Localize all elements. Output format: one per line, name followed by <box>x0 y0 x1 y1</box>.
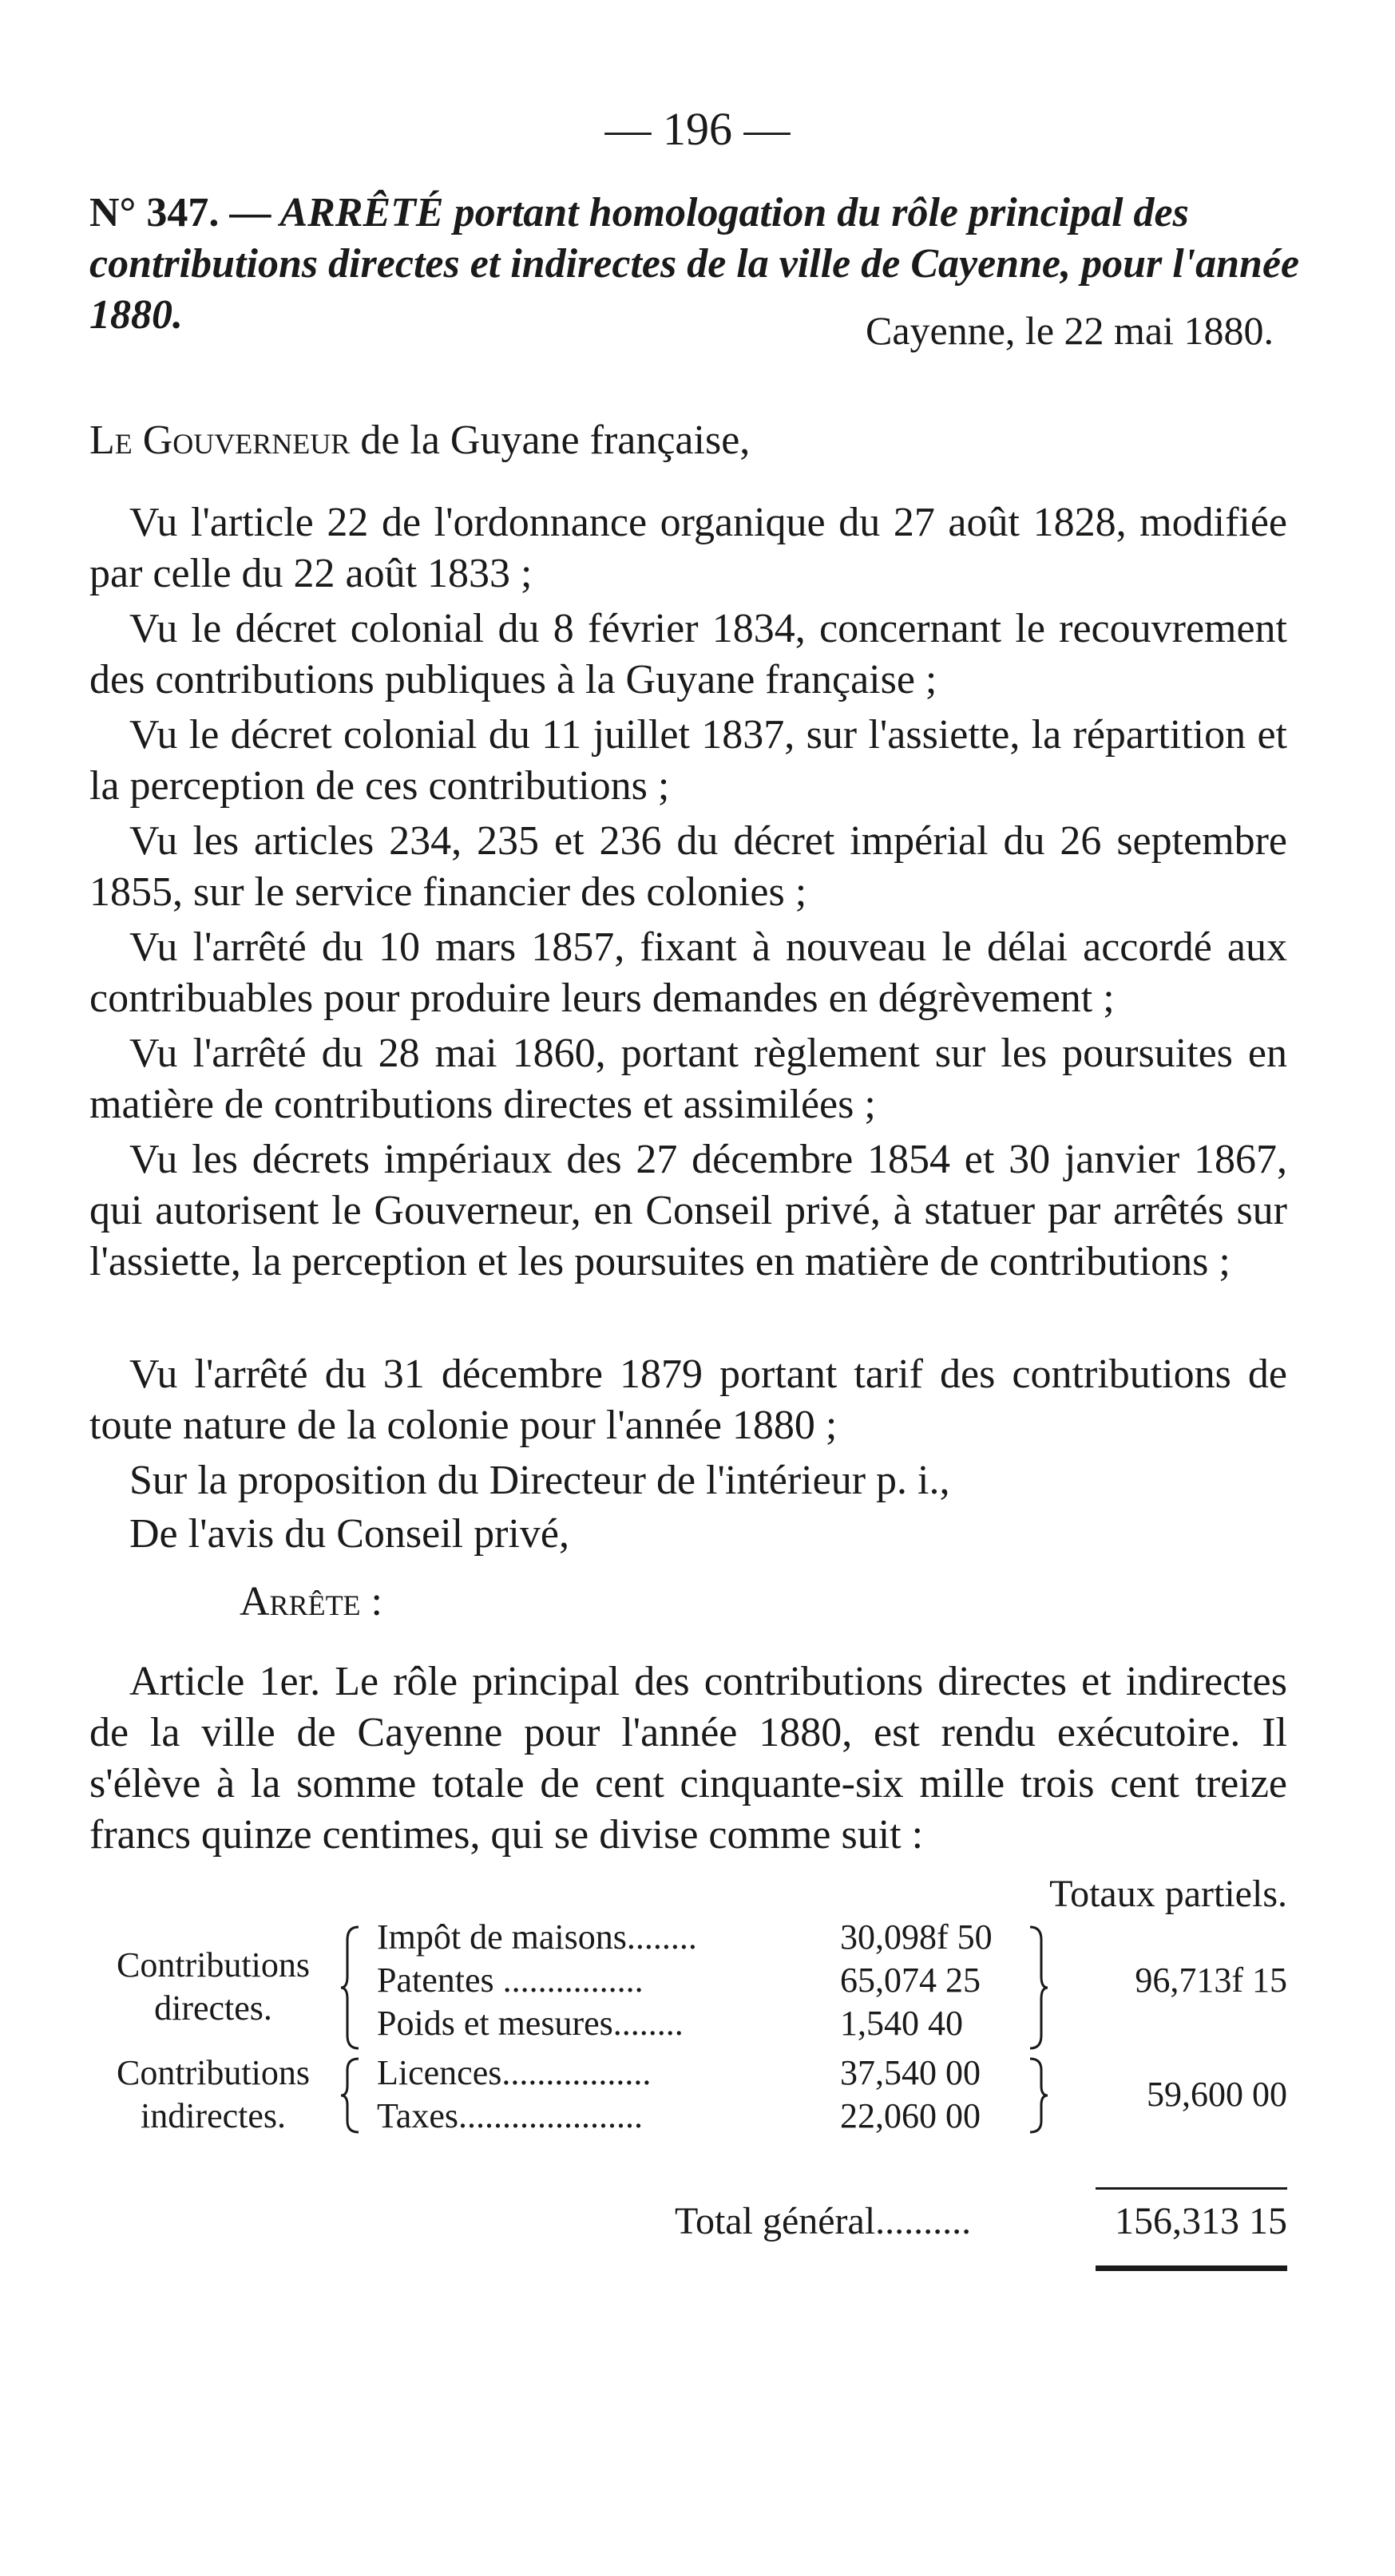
vu-paragraph-8: Vu l'arrêté du 31 décembre 1879 portant tarif des contributions de toute nature de la colonie pour l'année 1880 ; <box>89 1351 1287 1448</box>
group-label-indirectes: Contributions indirectes. <box>116 2053 311 2135</box>
item-taxes-value: 22,060 00 <box>840 2096 981 2135</box>
vu-paragraph-1: Vu l'article 22 de l'ordonnance organique du 27 août 1828, modifiée par celle du 22 août 1833 ; <box>89 500 1287 596</box>
item-licences: Licences................. <box>377 2053 652 2092</box>
group-label-directes: Contributions directes. <box>116 1945 311 2028</box>
vu-paragraph-5: Vu l'arrêté du 10 mars 1857, fixant à nouveau le délai accordé aux contribuables pour produire leurs demandes en dégrèvement ; <box>89 924 1287 1021</box>
page-number: — 196 — <box>604 103 791 155</box>
brace-indirectes <box>341 2056 365 2135</box>
vu-paragraph-2: Vu le décret colonial du 8 février 1834, concernant le recouvrement des contributions publiques à la Guyane française ; <box>89 606 1287 702</box>
brace-indirectes-right <box>1024 2056 1048 2135</box>
item-impot-maisons: Impôt de maisons........ <box>377 1917 697 1957</box>
item-poids-mesures-value: 1,540 40 <box>840 2004 963 2043</box>
subtotal-directes: 96,713f 15 <box>1135 1961 1287 2000</box>
decree-title: ARRÊTÉ portant homologation du rôle principal des contributions directes et indirectes de la ville de Cayenne, pour l'année 1880. <box>89 190 1300 338</box>
item-impot-maisons-value: 30,098f 50 <box>840 1917 993 1957</box>
avis-line: De l'avis du Conseil privé, <box>129 1511 569 1557</box>
article-1: Article 1er. Le rôle principal des contributions directes et indirectes de la ville de Cayenne pour l'année 1880, est rendu exécutoire. Il s'élève à la somme totale de cent cinquante-six mille trois cent treize francs quinze centimes, qui se divise comme suit : <box>89 1659 1287 1858</box>
gouverneur-title: Le Gouverneur <box>89 417 351 463</box>
place-date: Cayenne, le 22 mai 1880. <box>866 308 1274 353</box>
proposition-line: Sur la proposition du Directeur de l'intérieur p. i., <box>129 1458 950 1503</box>
total-rule <box>1096 2187 1287 2190</box>
grand-total-value: 156,313 15 <box>1115 2200 1287 2242</box>
vu-paragraph-7: Vu les décrets impériaux des 27 décembre 1854 et 30 janvier 1867, qui autorisent le Gouverneur, en Conseil privé, à statuer par arrêtés sur l'assiette, la perception et les poursuites en matière de contributions ; <box>89 1137 1287 1284</box>
item-licences-value: 37,540 00 <box>840 2053 981 2092</box>
vu-paragraph-4: Vu les articles 234, 235 et 236 du décret impérial du 26 septembre 1855, sur le service financier des colonies ; <box>89 818 1287 915</box>
gouverneur-line <box>89 415 1287 466</box>
brace-directes <box>341 1924 365 2052</box>
brace-directes-right <box>1024 1924 1048 2052</box>
vu-paragraph-3: Vu le décret colonial du 11 juillet 1837, sur l'assiette, la répartition et la perception de ces contributions ; <box>89 712 1287 809</box>
vu-paragraph-6: Vu l'arrêté du 28 mai 1860, portant règlement sur les poursuites en matière de contributions directes et assimilées ; <box>89 1031 1287 1127</box>
totals-header: Totaux partiels. <box>1049 1873 1287 1915</box>
gouverneur-rest: de la Guyane française, <box>360 417 751 463</box>
item-poids-mesures: Poids et mesures........ <box>377 2004 684 2043</box>
decree-number: N° 347. — <box>89 190 271 235</box>
grand-total-label: Total général.......... <box>675 2200 972 2242</box>
subtotal-indirectes: 59,600 00 <box>1147 2075 1287 2114</box>
item-patentes-value: 65,074 25 <box>840 1961 981 2000</box>
item-taxes: Taxes..................... <box>377 2096 643 2135</box>
arrete-label: Arrête : <box>240 1579 382 1624</box>
closing-rule <box>1096 2265 1287 2271</box>
item-patentes: Patentes ................ <box>377 1961 644 2000</box>
